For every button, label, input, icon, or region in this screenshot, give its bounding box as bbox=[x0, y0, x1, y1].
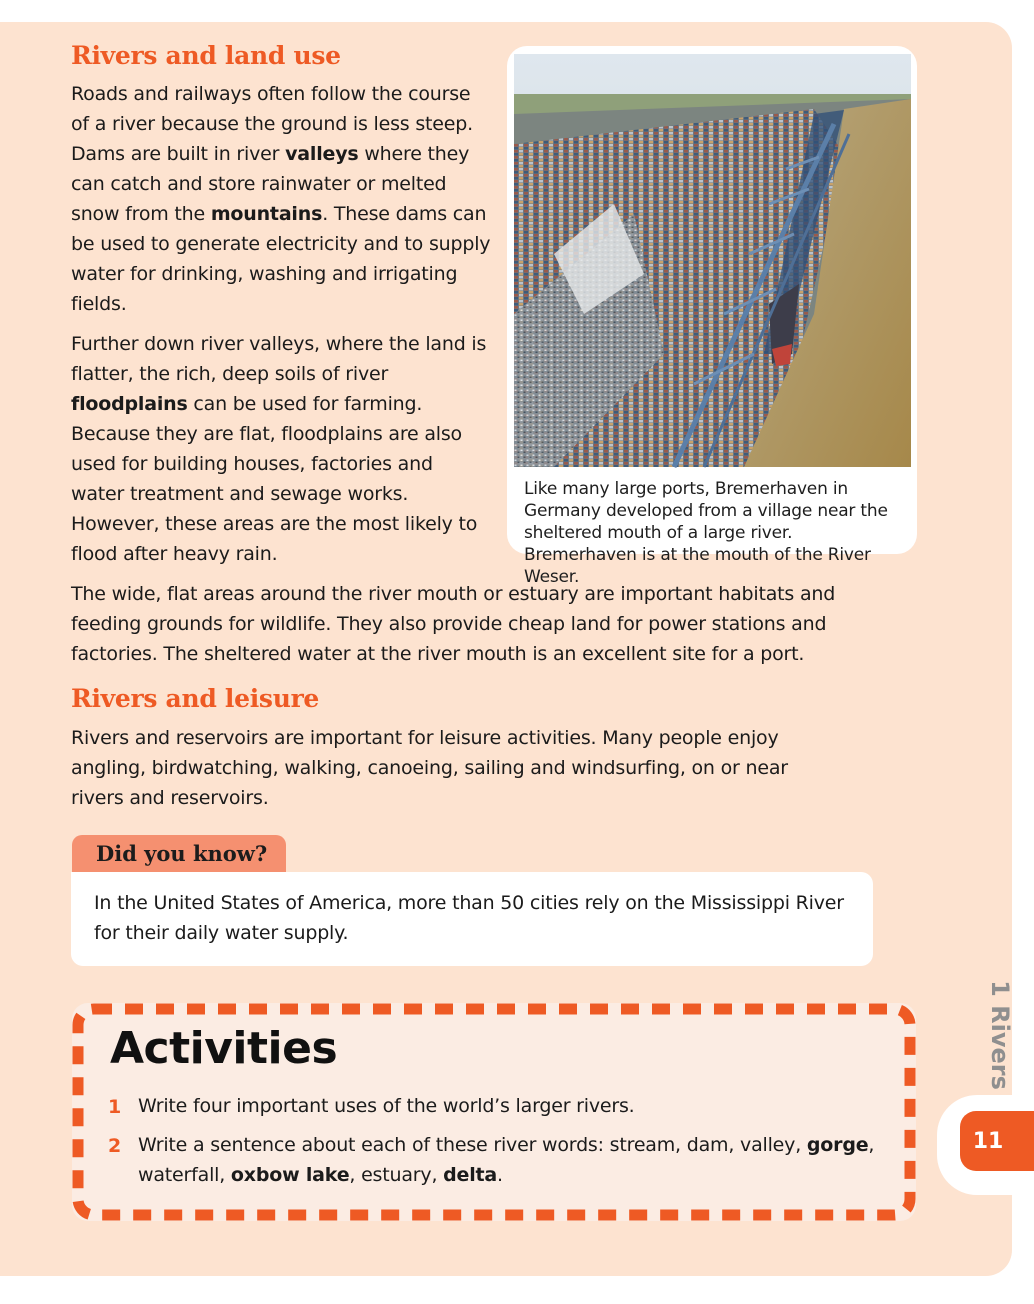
section-heading-leisure: Rivers and leisure bbox=[71, 684, 320, 713]
activity-number-1: 1 bbox=[108, 1096, 122, 1118]
text-run: can be used for farming. Because they are flat, floodplains are also used for building houses, factories and water treatment and sewage works. However, these areas are the most likely to flood after heavy rain. bbox=[71, 393, 478, 565]
port-aerial-image bbox=[514, 54, 911, 467]
photo-caption: Like many large ports, Bremerhaven in Germany developed from a village near the sheltered mouth of a large river. Bremerhaven is at the mouth of the River Weser. bbox=[524, 479, 888, 587]
leisure-paragraph: Rivers and reservoirs are important for leisure activities. Many people enjoy angling, birdwatching, walking, canoeing, sailing and windsurfing, on or near rivers and reservoirs. bbox=[71, 727, 788, 809]
bold-term: floodplains bbox=[71, 393, 188, 415]
text-run: . These dams can be used to generate electricity and to supply water for drinking, washing and irrigating fields. bbox=[71, 203, 491, 315]
activity-number-2: 2 bbox=[108, 1135, 122, 1157]
text-run: , waterfall, bbox=[138, 1134, 875, 1186]
did-you-know-text: In the United States of America, more than 50 cities rely on the Mississippi River for their daily water supply. bbox=[94, 892, 844, 944]
land-use-paragraph-2 bbox=[71, 329, 491, 569]
bold-term: gorge bbox=[806, 1134, 869, 1156]
text-run: Further down river valleys, where the land is flatter, the rich, deep soils of river bbox=[71, 333, 487, 385]
bold-term: oxbow lake bbox=[230, 1164, 350, 1186]
activity-1-text bbox=[138, 1091, 898, 1121]
bold-term: valleys bbox=[285, 143, 359, 165]
activity-2-text bbox=[138, 1130, 898, 1190]
section-heading-land-use: Rivers and land use bbox=[71, 41, 341, 70]
text-run: Write four important uses of the world’s larger rivers. bbox=[138, 1095, 635, 1117]
did-you-know-tab bbox=[72, 835, 286, 873]
chapter-label: 1 Rivers bbox=[986, 980, 1014, 1090]
land-use-paragraph-3: The wide, flat areas around the river mouth or estuary are important habitats and feeding grounds for wildlife. They also provide cheap land for power stations and factories. The sheltered water at the river mouth is an excellent site for a port. bbox=[71, 583, 836, 665]
did-you-know-title: Did you know? bbox=[96, 841, 268, 866]
page-number-tab bbox=[960, 1111, 1034, 1171]
text-run: . bbox=[497, 1164, 503, 1186]
page-number: 11 bbox=[972, 1128, 1004, 1154]
activities-title: Activities bbox=[110, 1023, 338, 1074]
did-you-know-box bbox=[71, 872, 873, 966]
bold-term: mountains bbox=[210, 203, 323, 225]
text-run: , estuary, bbox=[349, 1164, 444, 1186]
text-run: where they can catch and store rainwater or melted snow from the bbox=[71, 143, 470, 225]
text-run: Write a sentence about each of these river words: stream, dam, valley, bbox=[138, 1134, 807, 1156]
bold-term: delta bbox=[443, 1164, 498, 1186]
land-use-paragraph-1 bbox=[71, 79, 491, 319]
text-run: Roads and railways often follow the course of a river because the ground is less steep. Dams are built in river bbox=[71, 83, 473, 165]
activities-box bbox=[72, 1003, 916, 1221]
photo-card bbox=[507, 46, 917, 587]
port-aerial-photo bbox=[514, 54, 911, 467]
